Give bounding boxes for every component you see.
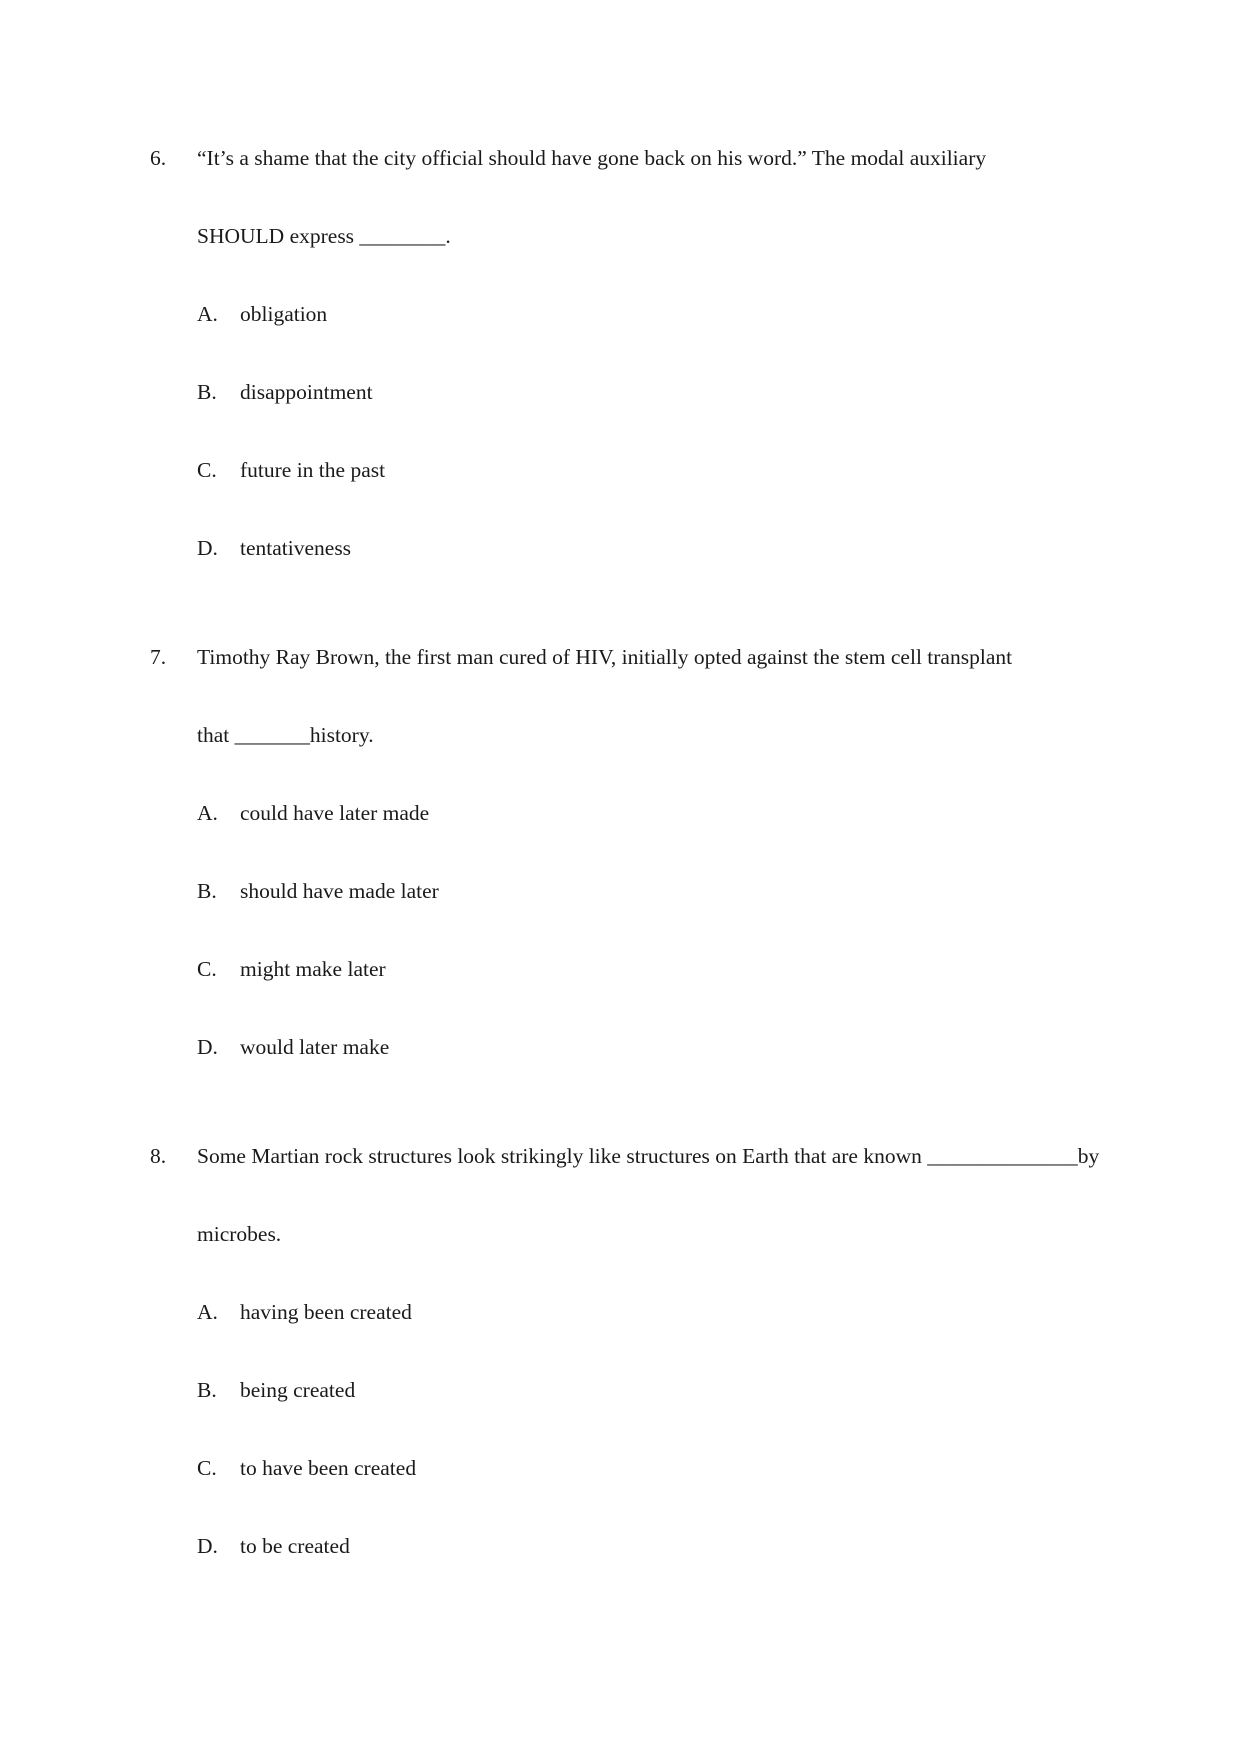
question-text-line: SHOULD express ________.: [197, 224, 451, 248]
option-letter: C.: [197, 458, 217, 482]
question-text-line: Timothy Ray Brown, the first man cured of HIV, initially opted against the stem cell transplant: [197, 645, 1013, 669]
option-text: future in the past: [240, 458, 386, 482]
option-letter: B.: [197, 879, 217, 903]
option-text: to be created: [240, 1534, 350, 1558]
option-letter: C.: [197, 1456, 217, 1480]
option-letter: B.: [197, 1378, 217, 1402]
option-text: would later make: [240, 1035, 390, 1059]
option-text: being created: [240, 1378, 356, 1402]
option-letter: A.: [197, 1300, 218, 1324]
option-text: having been created: [240, 1300, 412, 1324]
option-letter: D.: [197, 1035, 218, 1059]
option-text: obligation: [240, 302, 328, 326]
option-text: tentativeness: [240, 536, 352, 560]
option-letter: A.: [197, 801, 218, 825]
option-text: should have made later: [240, 879, 439, 903]
option-letter: D.: [197, 536, 218, 560]
question-text-line: that _______history.: [197, 723, 374, 747]
question-number: 8.: [150, 1144, 167, 1168]
option-text: could have later made: [240, 801, 430, 825]
option-text: disappointment: [240, 380, 373, 404]
option-letter: D.: [197, 1534, 218, 1558]
option-text: might make later: [240, 957, 386, 981]
option-letter: C.: [197, 957, 217, 981]
question-text-line: “It’s a shame that the city official should have gone back on his word.” The modal auxiliary: [197, 146, 987, 170]
question-number: 6.: [150, 146, 167, 170]
option-text: to have been created: [240, 1456, 417, 1480]
question-text-line: microbes.: [197, 1222, 282, 1246]
question-text-line: Some Martian rock structures look strikingly like structures on Earth that are known ______________by: [197, 1144, 1100, 1168]
option-letter: B.: [197, 380, 217, 404]
option-letter: A.: [197, 302, 218, 326]
question-number: 7.: [150, 645, 167, 669]
